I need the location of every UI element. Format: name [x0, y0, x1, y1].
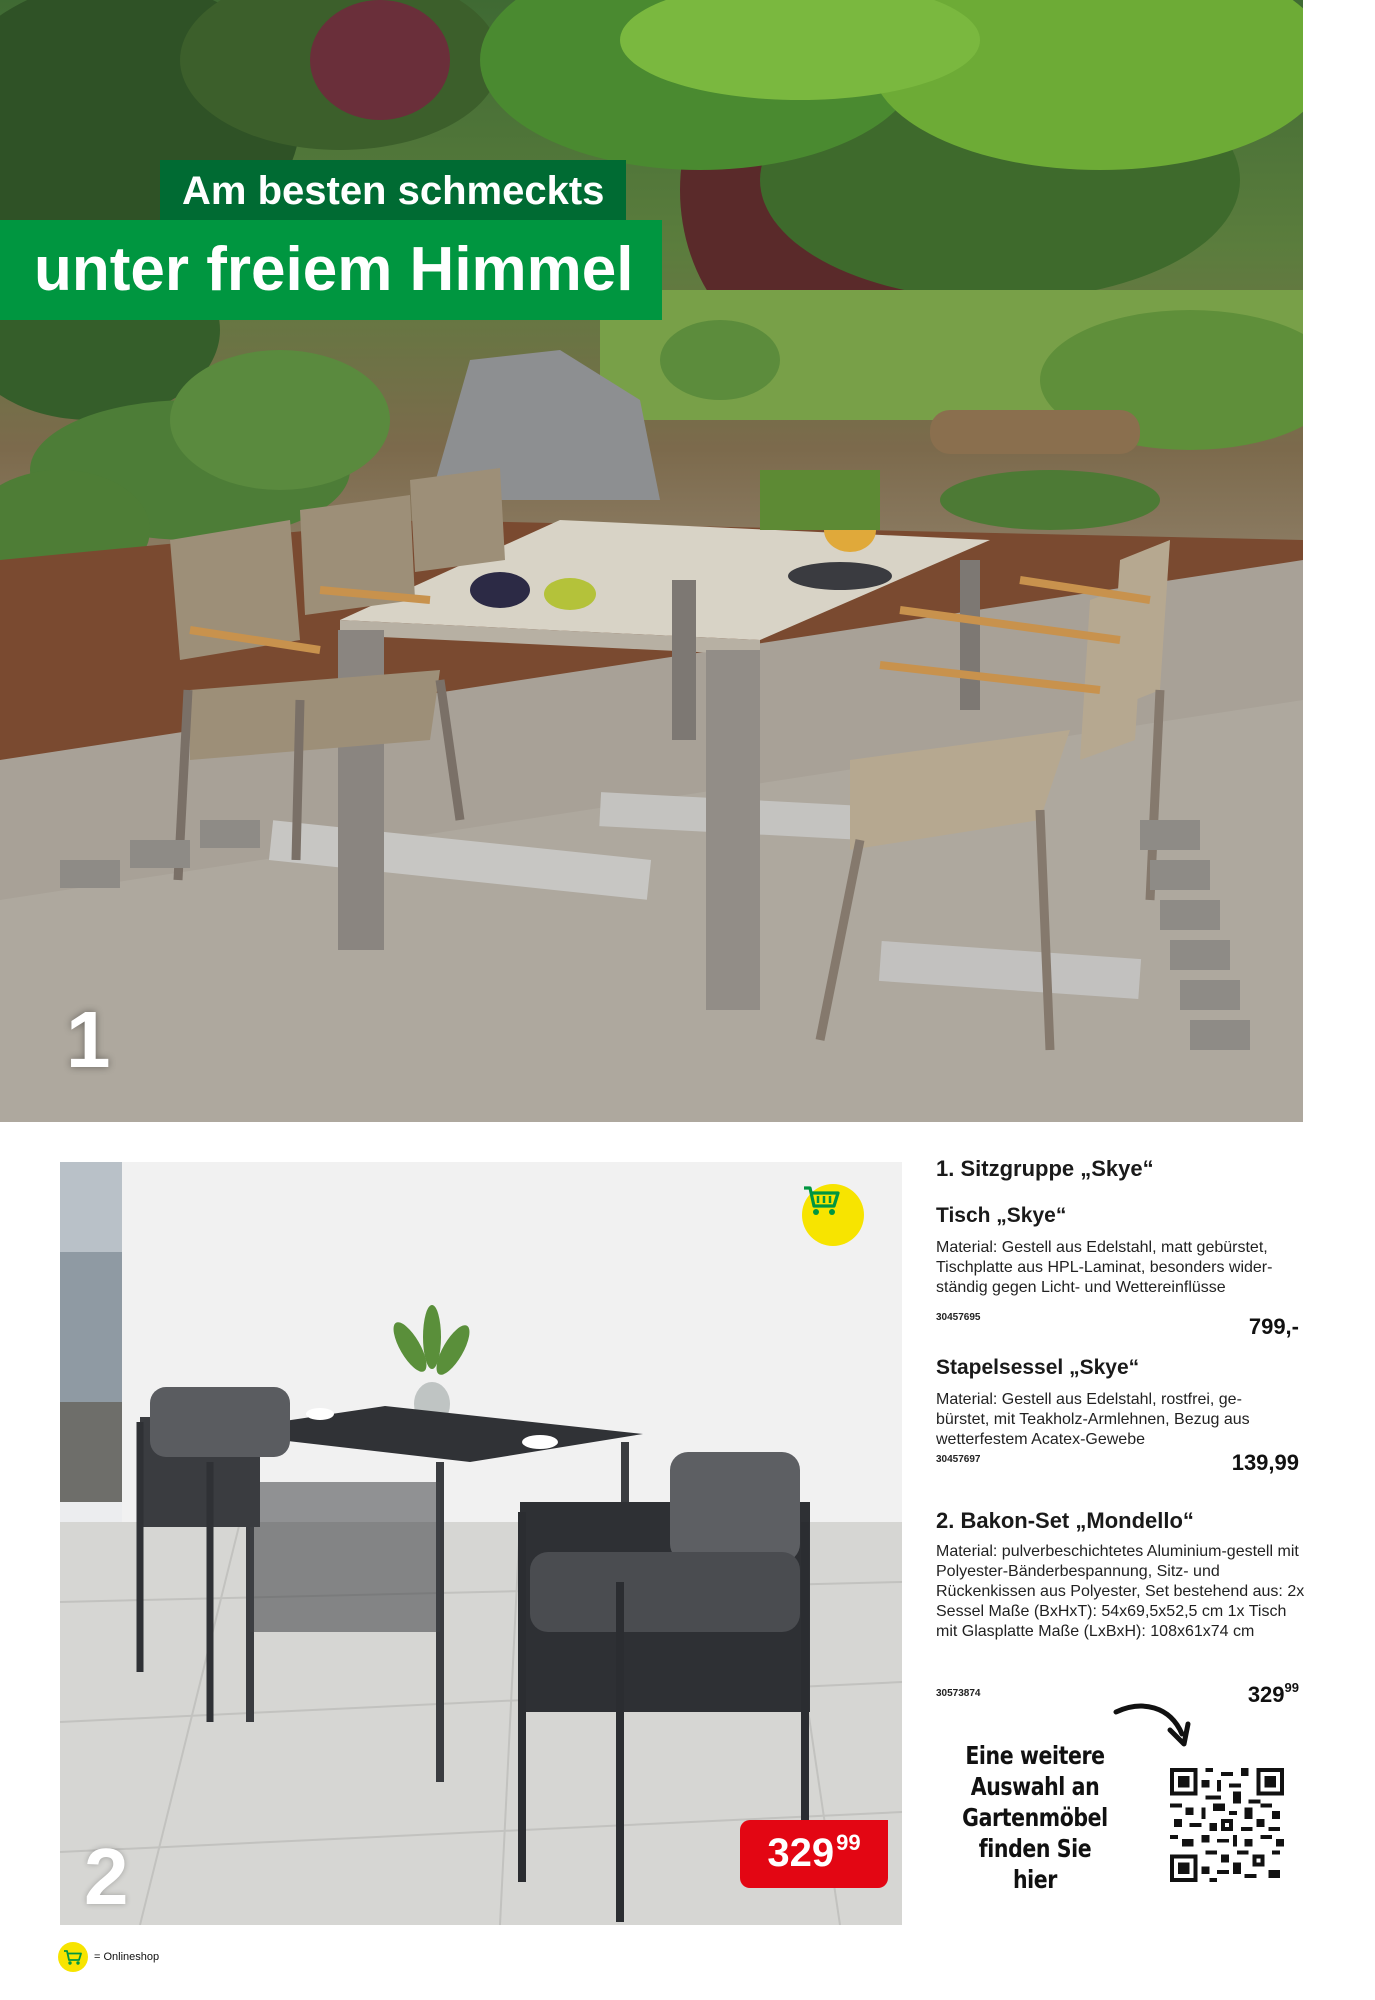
set-price-main: 329 — [1247, 1682, 1285, 1707]
onlineshop-legend-text: = Onlineshop — [94, 1951, 160, 1963]
table-article-number: 30457695 — [936, 1312, 981, 1323]
chair-description: Material: Gestell aus Edelstahl, rostfrei, ge-bürstet, mit Teakholz-Armlehnen, Bezug aus wetterfestem Acatex-Gewebe — [936, 1391, 1250, 1448]
headline-top: Am besten schmeckts — [160, 160, 626, 222]
set-article-number: 30573874 — [936, 1688, 981, 1699]
table-description: Material: Gestell aus Edelstahl, matt gebürstet, Tischplatte aus HPL-Laminat, besonders wider-ständig gegen Licht- und Wettereinflüsse — [936, 1239, 1273, 1296]
onlineshop-badge[interactable] — [802, 1184, 864, 1246]
promo-line-2: Auswahl an — [970, 1772, 1100, 1801]
hero-photo-number: 1 — [66, 995, 111, 1084]
set-price-cents: 99 — [1284, 1680, 1299, 1695]
shopping-cart-icon — [63, 1949, 83, 1966]
promo-line-3: Gartenmöbel — [962, 1803, 1108, 1832]
set-title: 2. Bakon-Set „Mondello“ — [936, 1508, 1194, 1533]
set-description: Material: pulverbeschichtetes Aluminium-gestell mit Polyester-Bänderbespannung, Sitz- und Rückenkissen aus Polyester, Set bestehend aus: 2x Sessel Maße (BxHxT): 54x69,5x52,5 cm 1x Tisch mit Glasplatte Maße (LxBxH): 108x61x74 cm — [936, 1543, 1305, 1640]
more-furniture-promo — [957, 1740, 1113, 1895]
headline-main: unter freiem Himmel — [0, 220, 662, 320]
chair-title: Stapelsessel „Skye“ — [936, 1356, 1140, 1379]
chair-price: 139,99 — [1231, 1450, 1299, 1475]
qr-code[interactable] — [1170, 1768, 1284, 1882]
chair-article-number: 30457697 — [936, 1454, 981, 1465]
product-photo-mondello — [60, 1162, 902, 1925]
product-photo-number: 2 — [84, 1832, 129, 1921]
footer-legend — [58, 1942, 159, 1972]
price-tag-main: 329 — [767, 1831, 835, 1875]
promo-line-4: finden Sie — [978, 1834, 1092, 1863]
group-title-skye: 1. Sitzgruppe „Skye“ — [936, 1156, 1154, 1181]
promo-line-5: hier — [1013, 1865, 1057, 1894]
set-price — [1248, 1682, 1299, 1708]
onlineshop-legend-badge — [58, 1942, 88, 1972]
promo-line-1: Eine weitere — [965, 1741, 1105, 1770]
shopping-cart-icon — [802, 1184, 842, 1218]
balcony-set-image — [60, 1162, 902, 1925]
curved-arrow-icon — [1112, 1700, 1192, 1750]
table-title: Tisch „Skye“ — [936, 1204, 1067, 1227]
price-tag-cents: 99 — [836, 1830, 861, 1855]
price-tag — [740, 1820, 888, 1888]
product-info-column — [936, 1156, 1311, 1716]
table-price: 799,- — [1248, 1314, 1299, 1339]
